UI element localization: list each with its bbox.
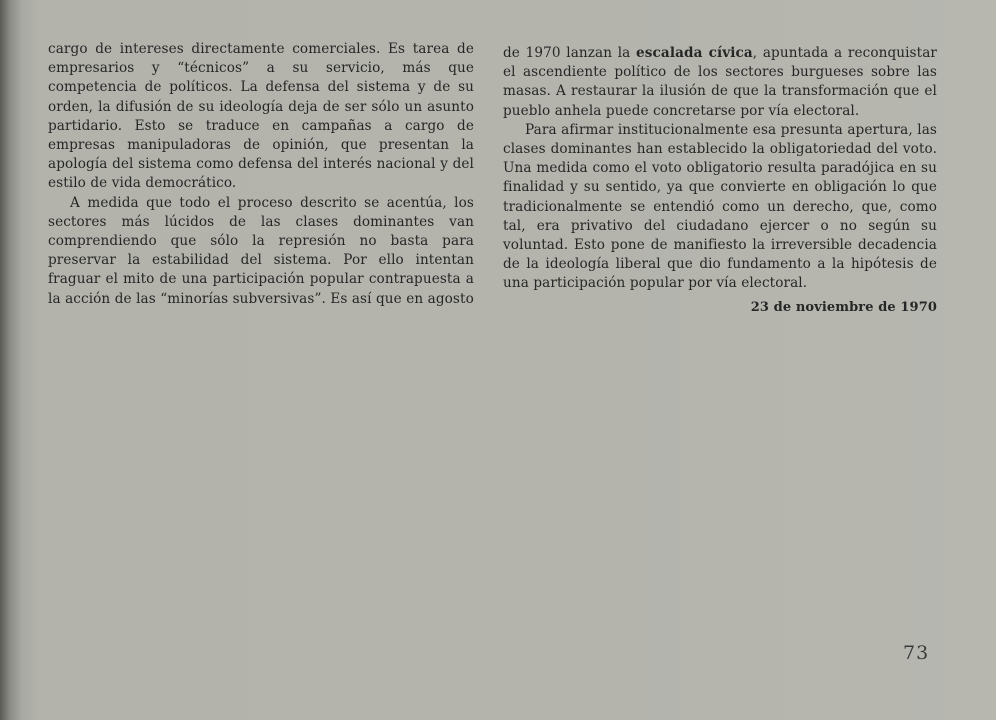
date-signature: 23 de noviembre de 1970 <box>750 299 937 315</box>
bold-term: escalada cívica <box>636 45 753 61</box>
paragraph-text: de 1970 lanzan la <box>503 45 637 61</box>
right-column <box>503 44 937 317</box>
paragraph: Para afirmar institucionalmente esa presunta apertura, las clases dominantes han establecido la obligatoriedad del voto. Una medida como el voto obligatorio resulta paradójica en su finalidad y su sentido, ya que convierte en obligación lo que tradicionalmente se entendió como un derecho, que, como tal, era privativo del ciudadano ejercer o no según su voluntad. Esto pone de manifiesto la irreversible decadencia de la ideología liberal que dio fundamento a la hipótesis de una participación popular por vía electoral. <box>503 121 937 292</box>
page-number: 73 <box>903 642 930 664</box>
paragraph: cargo de intereses directamente comerciales. Es tarea de empresarios y “técnicos” a su servicio, más que competencia de políticos. La defensa del sistema y de su orden, la difusión de su ideología deja de ser sólo un asunto partidario. Esto se traduce en campañas a cargo de empresas manipuladoras de opinión, que presentan la apología del sistema como defensa del interés nacional y del estilo de vida democrático. <box>48 41 474 192</box>
paragraph <box>503 44 937 121</box>
paragraph-text: , apuntada a reconquistar el ascendiente político de los sectores burgueses sobre las masas. A restaurar la ilusión de que la transformación que el pueblo anhela puede concretarse por vía electoral. <box>503 45 937 119</box>
left-column <box>48 40 474 309</box>
paragraph: A medida que todo el proceso descrito se acentúa, los sectores más lúcidos de las clases dominantes van comprendiendo que sólo la represión no basta para preservar la estabilidad del sistema. Por ello intentan fraguar el mito de una participación popular contrapuesta a la acción de las “minorías subversivas”. Es así que en agosto <box>48 194 474 307</box>
